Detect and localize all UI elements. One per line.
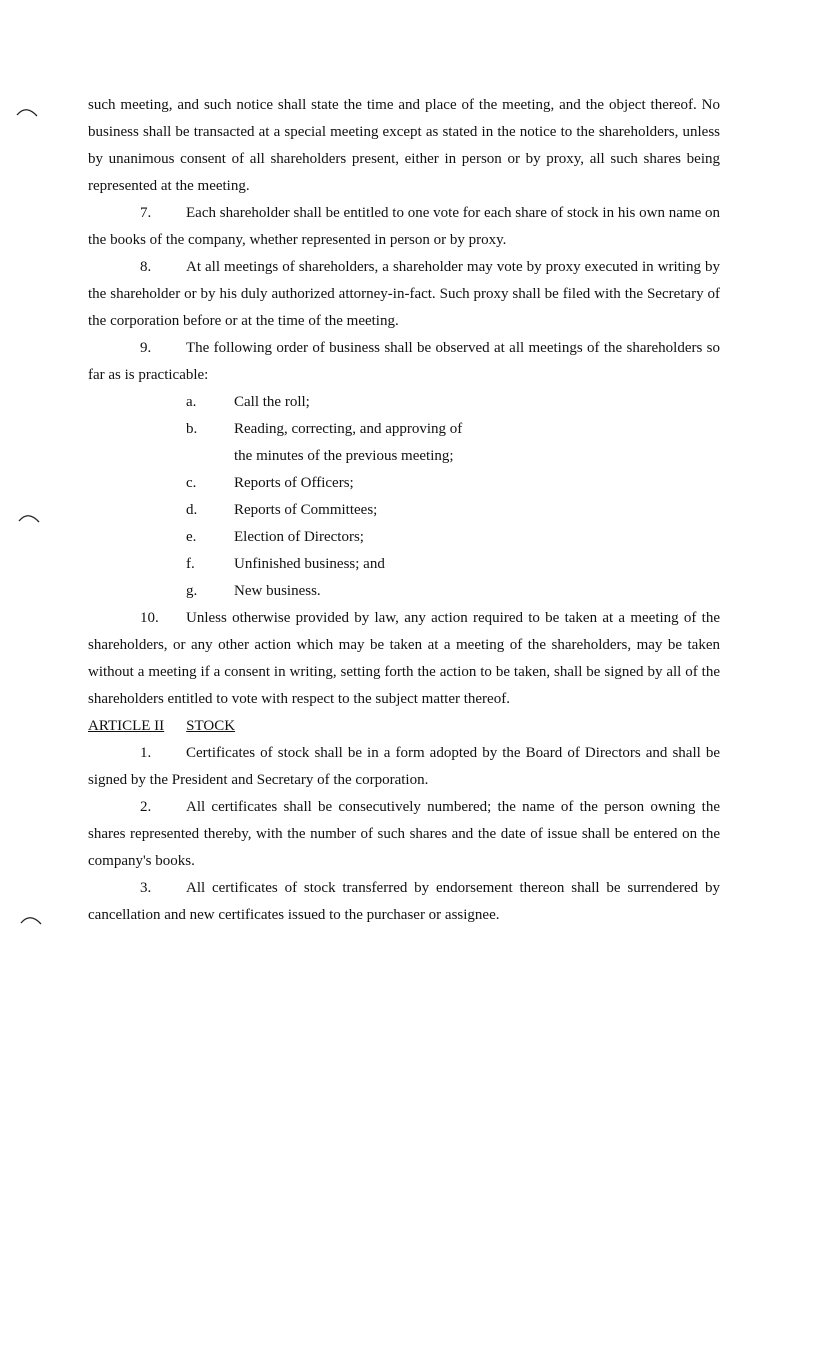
paragraph-8 bbox=[88, 254, 720, 335]
paragraph-number: 8. bbox=[140, 259, 152, 275]
list-item-text: Call the roll; bbox=[234, 394, 310, 410]
stock-paragraph-1 bbox=[88, 740, 720, 794]
list-item bbox=[186, 470, 486, 497]
bylaws-text bbox=[88, 92, 720, 929]
list-item-key: g. bbox=[186, 583, 198, 599]
paragraph-number: 9. bbox=[140, 340, 152, 356]
paragraph-text: The following order of business shall be observed at all meetings of the shareholders so far as is practicable: bbox=[88, 340, 720, 383]
article-label: ARTICLE II bbox=[88, 718, 165, 734]
paragraph-notice-continuation: such meeting, and such notice shall state the time and place of the meeting, and the object thereof. No business shall be transacted at a special meeting except as stated in the notice to the shareholders, unless by unanimous consent of all shareholders present, either in person or by proxy, all such shares being represented at the meeting. bbox=[88, 97, 720, 194]
list-item-text: Reports of Officers; bbox=[234, 475, 354, 491]
paragraph-10 bbox=[88, 605, 720, 713]
list-item-key: f. bbox=[186, 556, 195, 572]
stock-paragraph-3 bbox=[88, 875, 720, 929]
paragraph-number: 10. bbox=[140, 610, 159, 626]
paragraph-9 bbox=[88, 335, 720, 389]
list-item bbox=[186, 416, 484, 470]
paragraph-text: All certificates of stock transferred by endorsement thereon shall be surrendered by cancellation and new certificates issued to the purchaser or assignee. bbox=[88, 880, 720, 923]
order-of-business-list bbox=[186, 389, 486, 605]
list-item-key: b. bbox=[186, 421, 198, 437]
paragraph-number: 2. bbox=[140, 799, 152, 815]
list-item-key: a. bbox=[186, 394, 197, 410]
list-item-key: c. bbox=[186, 475, 197, 491]
list-item-text: Reports of Committees; bbox=[234, 502, 378, 518]
list-item-key: e. bbox=[186, 529, 197, 545]
paragraph-text: Unless otherwise provided by law, any action required to be taken at a meeting of the shareholders, or any other action which may be taken at a meeting of the shareholders, may be taken without a meeting if a consent in writing, setting forth the action to be taken, shall be signed by all of the shareholders entitled to vote with respect to the subject matter thereof. bbox=[88, 610, 720, 707]
paragraph-text: Certificates of stock shall be in a form adopted by the Board of Directors and shall be signed by the President and Secretary of the corporation. bbox=[88, 745, 720, 788]
list-item bbox=[186, 389, 486, 416]
list-item bbox=[186, 497, 486, 524]
list-item bbox=[186, 578, 486, 605]
punch-hole-mark bbox=[18, 512, 40, 524]
list-item-key: d. bbox=[186, 502, 198, 518]
list-item-text: Unfinished business; and bbox=[234, 556, 385, 572]
paragraph-text: At all meetings of shareholders, a shareholder may vote by proxy executed in writing by the shareholder or by his duly authorized attorney-in-fact. Such proxy shall be filed with the Secretary of the corporation before or at the time of the meeting. bbox=[88, 259, 720, 329]
list-item-text: New business. bbox=[234, 583, 321, 599]
paragraph-text: Each shareholder shall be entitled to one vote for each share of stock in his own name on the books of the company, whether represented in person or by proxy. bbox=[88, 205, 720, 248]
article-heading bbox=[88, 713, 720, 740]
list-item-text: Election of Directors; bbox=[234, 529, 364, 545]
article-title: STOCK bbox=[186, 718, 236, 734]
paragraph-text: All certificates shall be consecutively numbered; the name of the person owning the shares represented thereby, with the number of such shares and the date of issue shall be entered on the company's books. bbox=[88, 799, 720, 869]
paragraph-number: 3. bbox=[140, 880, 152, 896]
punch-hole-mark bbox=[20, 914, 42, 926]
list-item bbox=[186, 551, 486, 578]
list-item bbox=[186, 524, 486, 551]
paragraph-number: 7. bbox=[140, 205, 152, 221]
paragraph-number: 1. bbox=[140, 745, 152, 761]
list-item-text: Reading, correcting, and approving of the minutes of the previous meeting; bbox=[234, 421, 463, 464]
punch-hole-mark bbox=[16, 106, 38, 118]
paragraph-7 bbox=[88, 200, 720, 254]
stock-paragraph-2 bbox=[88, 794, 720, 875]
